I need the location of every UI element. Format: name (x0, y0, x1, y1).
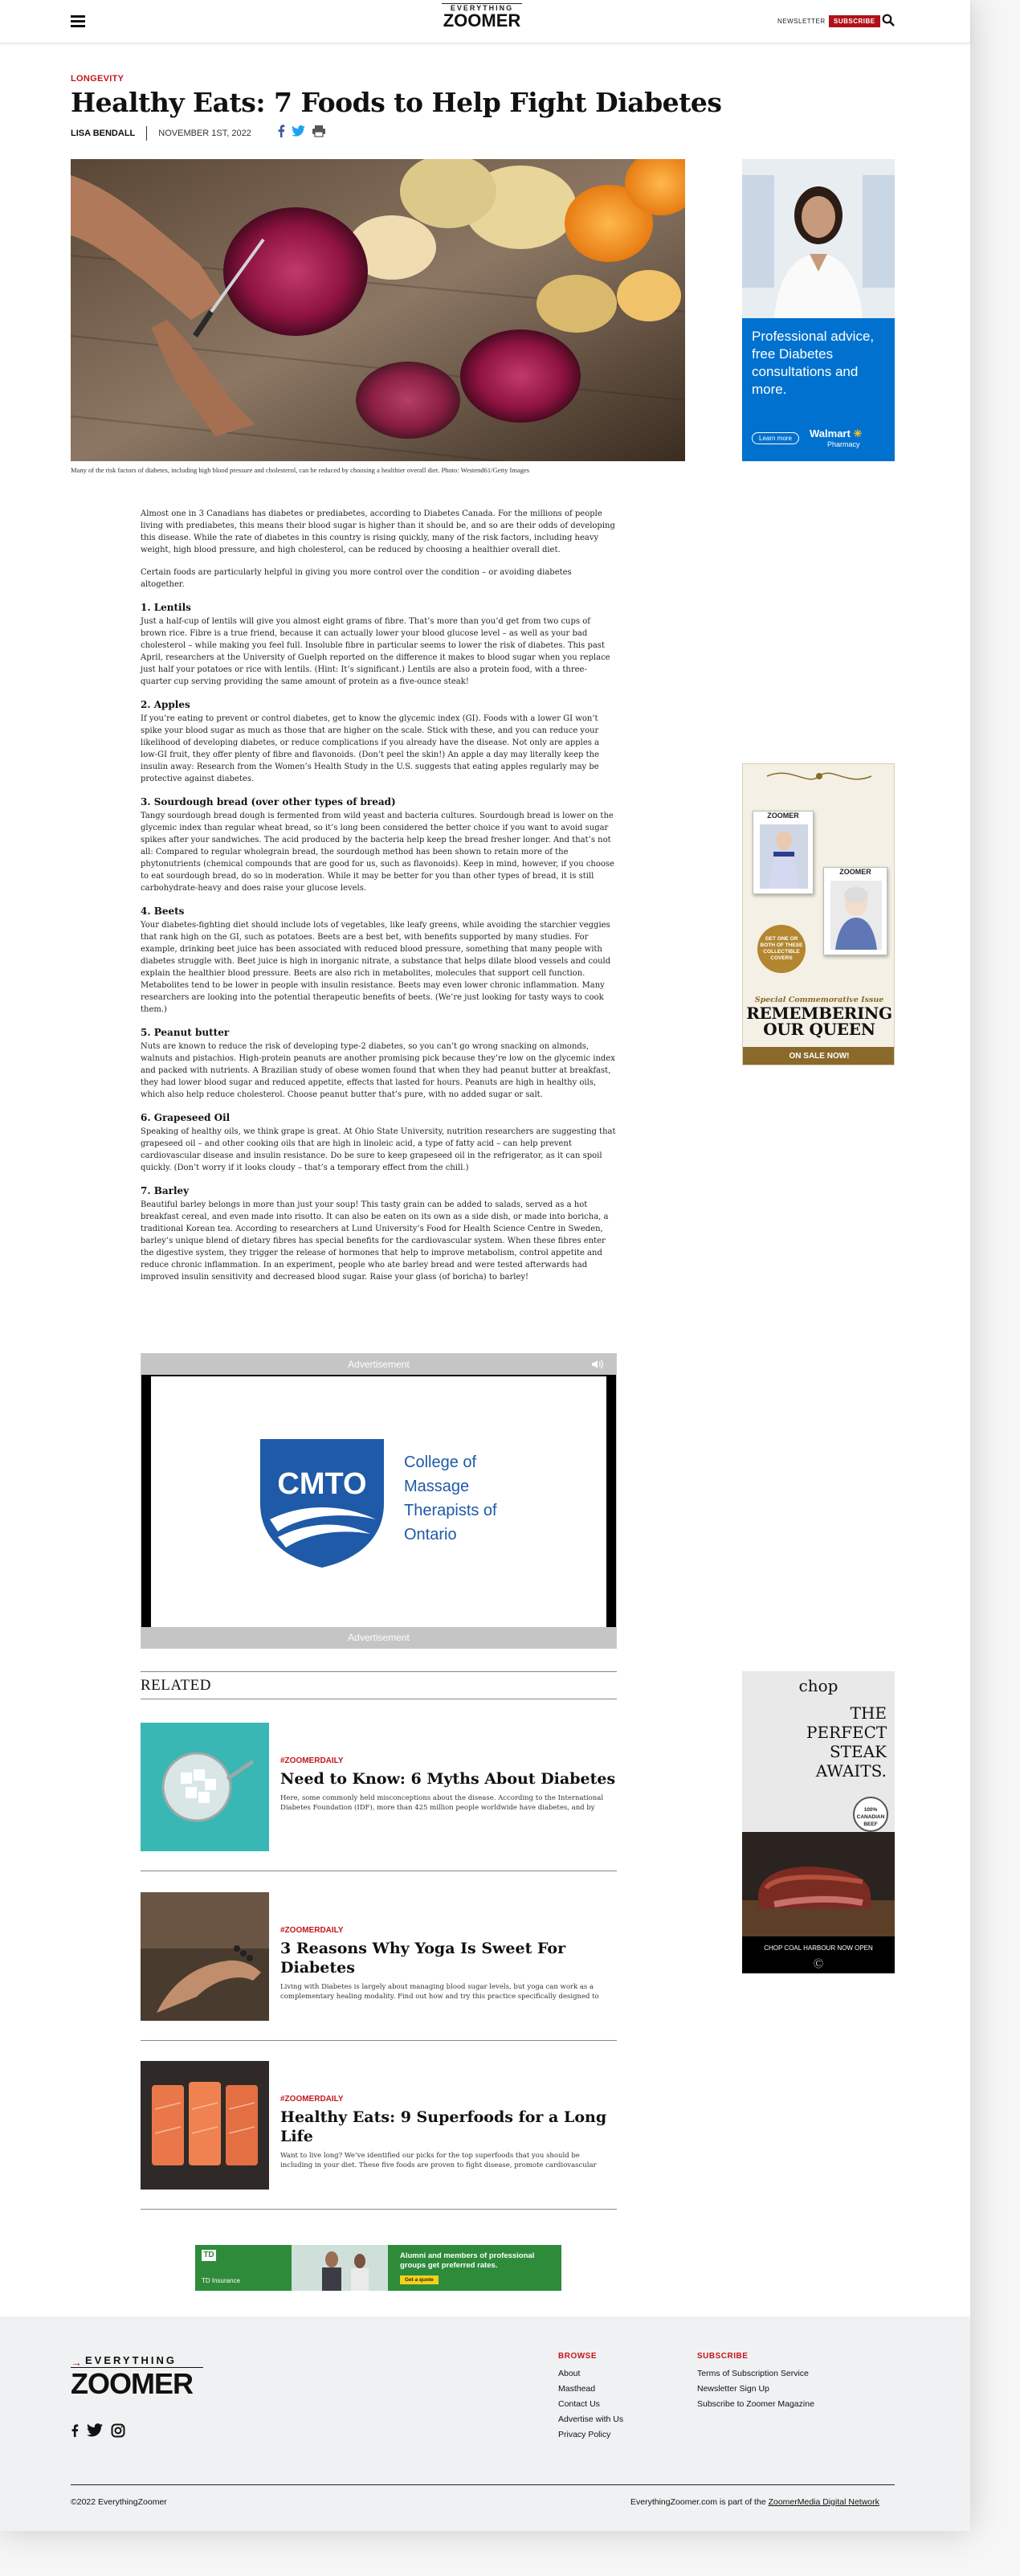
chop-steakhouse-ad[interactable] (742, 1671, 895, 1973)
footer-link-contact[interactable]: Contact Us (558, 2399, 600, 2409)
divider (141, 1671, 617, 1672)
cmto-line: Therapists of (404, 1502, 497, 1519)
footer-link-masthead[interactable]: Masthead (558, 2384, 596, 2394)
twitter-icon[interactable] (87, 2423, 103, 2437)
learn-more-button[interactable]: Learn more (752, 432, 799, 444)
section-paragraph: Speaking of healthy oils, we think grape is great. At Ohio State University, nutrition researchers are suggesting that grapeseed oil – and other cooking oils that are high in linoleic acid, a type of fatty acid – can help prevent cardiovascular disease and insulin resistance. Do be sure to keep grapeseed oil in the refrigerator, as it can spoil quickly. (Don’t worry if it looks cloudy – that’s a temporary effect from the chill.) (141, 1127, 616, 1172)
footer-link-advertise[interactable]: Advertise with Us (558, 2414, 624, 2424)
related-title[interactable]: 3 Reasons Why Yoga Is Sweet For Diabetes (280, 1940, 566, 1977)
intro-paragraph: Almost one in 3 Canadians has diabetes or prediabetes, according to Diabetes Canada. For the millions of people living with prediabetes, this means their blood sugar is higher than it should be, and so are their odds of developing this disease. While the rate of diabetes in this country is rising quickly, many of the risk factors, including heavy weight, high blood pressure, and high cholesterol, can be reduced by choosing a healthier overall diet. (141, 509, 615, 554)
td-logo-icon: TD (202, 2250, 216, 2261)
footer-link-about[interactable]: About (558, 2369, 581, 2378)
volume-icon[interactable] (591, 1359, 604, 1370)
menu-icon[interactable] (71, 15, 85, 27)
section-heading: 7. Barley (141, 1185, 190, 1196)
subscribe-button[interactable]: SUBSCRIBE (829, 15, 880, 27)
share-buttons (277, 125, 326, 137)
print-icon[interactable] (312, 125, 326, 137)
video-screen[interactable] (151, 1376, 606, 1627)
td-brand: TD Insurance (202, 2277, 241, 2284)
hero-caption: Many of the risk factors of diabetes, including high blood pressure and cholesterol, can be reduced by choosing a healthier overall diet. Photo: Westend61/Getty Images (71, 466, 530, 474)
cmto-shield-icon (254, 1431, 390, 1569)
article-body (141, 508, 617, 1294)
network-text: EverythingZoomer.com is part of the (630, 2497, 769, 2507)
remembering-queen-title: REMEMBERING OUR QUEEN (746, 1004, 892, 1039)
footer-logo-everything: EVERYTHING (71, 2353, 203, 2368)
related-article-3[interactable] (141, 2061, 617, 2190)
mag-title: ZOOMER (839, 868, 871, 876)
subscribe-heading: SUBSCRIBE (697, 2352, 749, 2361)
section-paragraph: Your diabetes-fighting diet should include lots of vegetables, like leafy greens, while avoiding the starchier veggies that rank high on the GI, such as potatoes. Beets are a best bet, with benefits supported by many studies. For example, drinking beet juice has been associated with reduced blood pressure, something that many people with diabetes struggle with. Beet juice is high in inorganic nitrate, a substance that helps dilate blood vessels and could explain the healthier blood pressure. Beets are also rich in metabolites, molecules that support cell function. Metabolites tend to be lower in people with insulin resistance. Beets may even lower chronic inflammation. Many researchers are looking into the potential therapeutic benefits of beets. (We’re just looking for tasty ways to cook them.) (141, 921, 611, 1014)
section-paragraph: Tangy sourdough bread dough is fermented from wild yeast and bacteria cultures. Sourdough bread is lower on the glycemic index than regular wheat bread, so it’s long been considered the better choice if you want to avoid sugar spikes after your sandwiches. The acid produced by the bacteria help keep the bread fresher longer. And that’s not all: Compared to regular wholegrain bread, the sourdough method has been shown to retain more of the phytonutrients (chemical compounds that are good for us, such as flavonoids). Keep in mind, however, if you choose to eat sourdough bread, do so in moderation. While it may be better for you than other types of bread, it is still carbohydrate-heavy and does raise your glucose levels. (141, 812, 614, 893)
logo-arrow-icon: → (71, 2356, 82, 2369)
related-excerpt: Want to live long? We’ve identified our picks for the top superfoods that you should be including in your diet. These five foods are proven to fight disease, promote cardiovascular (280, 2152, 597, 2169)
pharmacist-photo (742, 159, 895, 318)
section-paragraph: Just a half-cup of lentils will give you almost eight grams of fibre. That’s more than you’d get from two cups of brown rice. Fibre is a true friend, because it can actually lower your blood glucose level – as well as your bad cholesterol – while making you feel full. Insoluble fibre in particular seems to lower the risk of diabetes. This past April, researchers at the University of Guelph reported on the difference it makes to blood sugar when you replace just half your potatoes or rice with lentils. (Hint: It’s significant.) Lentils are also a protein food, with a three-quarter cup serving providing the same amount of protein as a five-ounce steak! (141, 617, 610, 686)
author-name[interactable]: LISA BENDALL (71, 129, 136, 138)
intro-paragraph-2: Certain foods are particularly helpful in giving you more control over the condition – or avoiding diabetes altogether. (141, 568, 572, 589)
ornament-icon (743, 764, 895, 788)
td-photo (292, 2245, 388, 2291)
section-heading: 1. Lentils (141, 602, 191, 613)
footer-link-privacy[interactable]: Privacy Policy (558, 2430, 611, 2439)
collectible-badge: GET ONE OR BOTH OF THESE COLLECTIBLE COVERS (757, 925, 806, 973)
related-title[interactable]: Need to Know: 6 Myths About Diabetes (280, 1770, 616, 1788)
newsletter-link[interactable]: NEWSLETTER (777, 18, 826, 25)
related-heading: RELATED (141, 1677, 211, 1694)
divider (141, 2209, 617, 2210)
footer-social (71, 2423, 125, 2438)
hero-image (71, 159, 685, 461)
network-link[interactable]: ZoomerMedia Digital Network (768, 2497, 879, 2507)
related-tag[interactable]: #ZOOMERDAILY (280, 1756, 344, 1765)
publish-date: NOVEMBER 1ST, 2022 (158, 129, 251, 138)
related-title[interactable]: Healthy Eats: 9 Superfoods for a Long Life (280, 2108, 607, 2145)
related-tag[interactable]: #ZOOMERDAILY (280, 2095, 344, 2104)
special-issue-label: Special Commemorative Issue (754, 996, 884, 1004)
video-advertisement[interactable] (141, 1353, 617, 1649)
walmart-logo (810, 427, 862, 448)
network-notice (630, 2497, 879, 2507)
td-insurance-ad[interactable] (195, 2245, 561, 2291)
spark-icon: ✳ (853, 427, 863, 440)
footer-divider (71, 2484, 895, 2485)
footer-browse (558, 2352, 623, 2445)
section-heading: 2. Apples (141, 699, 190, 710)
article-category[interactable]: LONGEVITY (71, 74, 124, 84)
related-article-1[interactable] (141, 1723, 617, 1851)
cmto-line: Ontario (404, 1526, 457, 1544)
walmart-sub: Pharmacy (827, 440, 860, 448)
logo-zoomer: ZOOMER (443, 10, 521, 31)
site-header (0, 0, 970, 43)
queen-commemorative-ad[interactable] (742, 763, 895, 1065)
steak-cta-text: CHOP COAL HARBOUR NOW OPEN (764, 1944, 873, 1952)
search-icon[interactable] (882, 14, 895, 27)
instagram-icon[interactable] (111, 2423, 125, 2438)
steak-headline: THE PERFECT STEAK AWAITS. (806, 1703, 887, 1781)
site-logo[interactable] (442, 3, 522, 30)
section-heading: 3. Sourdough bread (over other types of bread) (141, 796, 396, 808)
footer-link-magazine[interactable]: Subscribe to Zoomer Magazine (697, 2399, 814, 2409)
ad-label-bottom: Advertisement (141, 1627, 616, 1648)
related-thumbnail[interactable] (141, 1892, 269, 2021)
walmart-brand: Walmart (810, 427, 851, 440)
related-excerpt: Here, some commonly held misconceptions about the disease. According to the International Diabetes Foundation (IDF), more than 425 million people worldwide have diabetes, and by (280, 1794, 604, 1812)
byline-divider (146, 126, 147, 141)
footer-logo[interactable] (71, 2353, 203, 2400)
td-quote-button[interactable]: Get a quote (400, 2275, 439, 2284)
browse-heading: BROWSE (558, 2352, 597, 2361)
walmart-pharmacy-ad[interactable] (742, 159, 895, 461)
chop-monogram-icon: Ⓒ (813, 1958, 823, 1969)
article-title: Healthy Eats: 7 Foods to Help Fight Diabetes (71, 87, 722, 118)
mag-title: ZOOMER (767, 812, 799, 820)
section-heading: 6. Grapeseed Oil (141, 1112, 231, 1123)
twitter-icon[interactable] (292, 125, 305, 137)
section-paragraph: Nuts are known to reduce the risk of developing type-2 diabetes, so you can’t go wrong snacking on almonds, walnuts and pistachios. High-protein peanuts are another promising pick because they’re low on the glycemic index and packed with nutrients. A Brazilian study of obese women found that when they had peanut butter at breakfast, they had lower blood sugar and reduced appetite, effects that lasted for hours. Peanuts are high in healthy oils, which also help reduce cholesterol. Choose peanut butter that’s pure, with no added sugar or salt. (141, 1042, 615, 1099)
on-sale-banner[interactable]: ON SALE NOW! (743, 1047, 895, 1065)
magazine-cover-1 (753, 811, 814, 894)
site-footer (0, 2316, 970, 2531)
section-paragraph: Beautiful barley belongs in more than just your soup! This tasty grain can be added to salads, served as a hot breakfast cereal, and even made into risotto. It can also be eaten on its own as a side dish, or made into boricha, a traditional Korean tea. According to researchers at Lund University’s Food for Health Science Centre in Sweden, barley’s unique blend of dietary fibres has special benefits for the cardiovascular system. When these fibres enter the digestive system, they trigger the release of hormones that help to improve metabolism, control appetite and reduce chronic inflammation. In an experiment, people who ate barley bread and were tested afterwards had improved insulin sensitivity and decreased blood sugar. Raise your glass (of boricha) to barley! (141, 1200, 609, 1282)
td-ad-text: Alumni and members of professional groups get preferred rates. (400, 2251, 535, 2270)
cmto-line: Massage (404, 1478, 470, 1495)
related-excerpt: Living with Diabetes is largely about managing blood sugar levels, but yoga can work as a complementary healing modality. Find out how and try this practice specifically designed to (280, 1983, 599, 2001)
facebook-icon[interactable] (71, 2423, 79, 2438)
related-thumbnail[interactable] (141, 1723, 269, 1851)
cmto-line: College of (404, 1454, 477, 1471)
steak-cta[interactable] (742, 1936, 895, 1973)
steak-photo (742, 1832, 895, 1936)
cmto-name (404, 1450, 497, 1547)
related-article-2[interactable] (141, 1892, 617, 2021)
walmart-ad-text: Professional advice, free Diabetes consultations and more. (752, 329, 875, 397)
footer-link-newsletter[interactable]: Newsletter Sign Up (697, 2384, 769, 2394)
section-paragraph: If you’re eating to prevent or control diabetes, get to know the glycemic index (GI). Foods with a lower GI won’t spike your blood sugar as much as those that are higher on the scale. Stick with these, and you can reduce your likelihood of developing diabetes, or reduce complications if you already have the disease. Not only are apples a low-GI fruit, they offer plenty of fibre and flavonoids. (Don’t peel the skin!) An apple a day may literally keep the insulin away: Research from the Women’s Health Study in the U.S. suggests that eating apples regularly may be protective against diabetes. (141, 714, 600, 783)
section-heading: 5. Peanut butter (141, 1027, 230, 1038)
canadian-beef-badge: 100% CANADIAN BEEF (853, 1797, 888, 1832)
related-tag[interactable]: #ZOOMERDAILY (280, 1926, 344, 1935)
logo-everything: EVERYTHING (442, 3, 522, 12)
copyright: ©2022 EverythingZoomer (71, 2497, 167, 2507)
footer-link-terms[interactable]: Terms of Subscription Service (697, 2369, 809, 2378)
footer-subscribe (697, 2352, 814, 2414)
cmto-badge-text: CMTO (277, 1467, 367, 1501)
chop-logo: chop (798, 1676, 838, 1695)
related-thumbnail[interactable] (141, 2061, 269, 2190)
byline (71, 126, 251, 141)
facebook-icon[interactable] (277, 125, 285, 137)
magazine-cover-2 (823, 867, 887, 955)
ad-label-top: Advertisement (141, 1354, 616, 1375)
divider (141, 2040, 617, 2041)
footer-logo-zoomer: ZOOMER (71, 2367, 193, 2400)
section-heading: 4. Beets (141, 906, 185, 917)
